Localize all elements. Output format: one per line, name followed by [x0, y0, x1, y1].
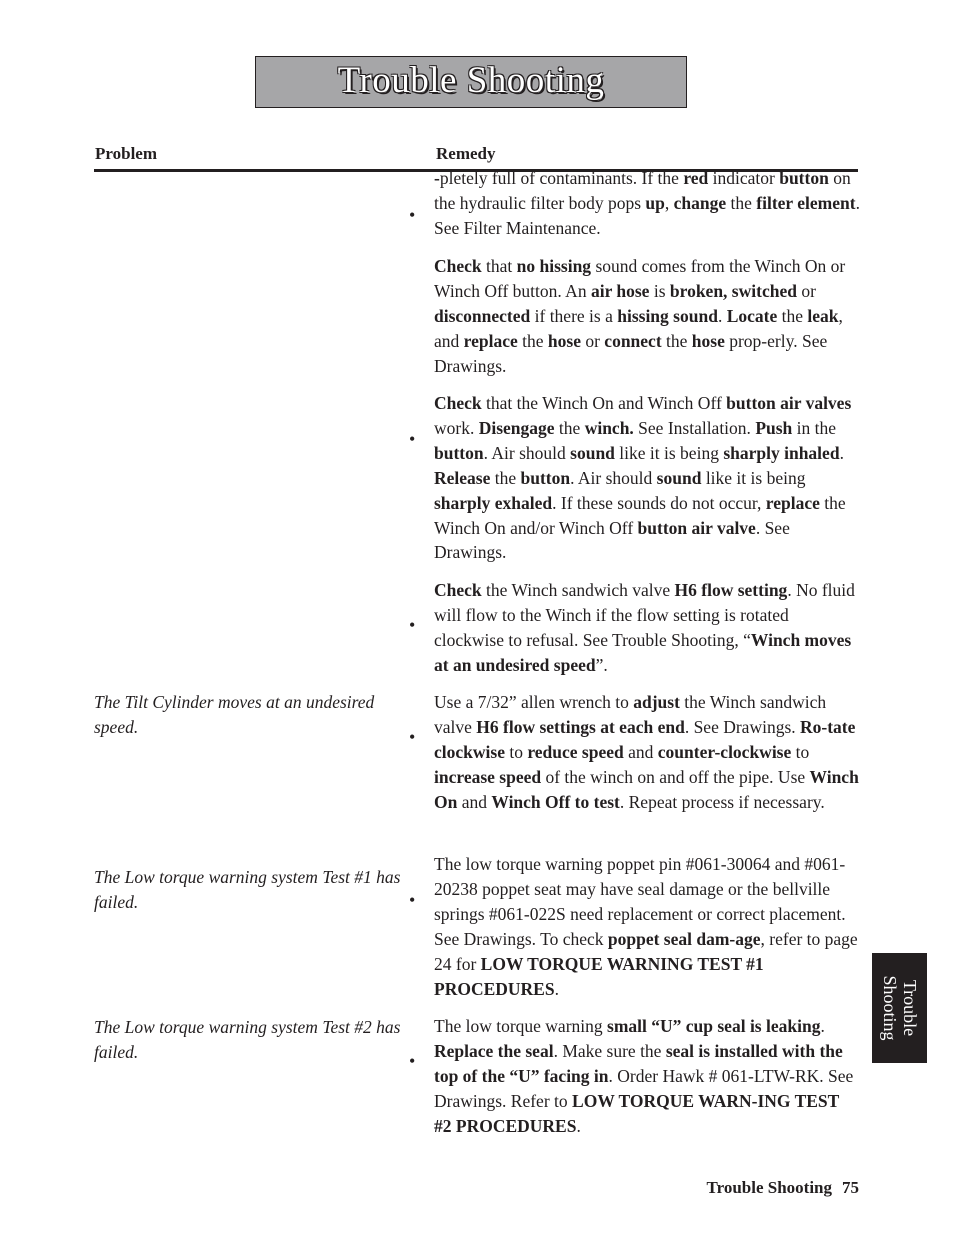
page-title: Trouble Shooting	[337, 60, 605, 101]
remedy-run: .	[717, 305, 727, 326]
remedy-run: . No fluid will flow to the Winch if the flow setting is rotated clockwise to refusal. See Trouble Shooting, “	[434, 580, 855, 650]
remedy-column-header: Remedy	[436, 144, 496, 163]
remedy-emphasis: sharply exhaled	[434, 492, 553, 513]
remedy-run: . Air should	[483, 442, 571, 463]
problem-column-header: Problem	[95, 144, 158, 163]
remedy-run: The low torque warning poppet pin #061-30064 and #061-20238 poppet seat may have seal damage or the bellville springs #061-022S need replacement or correct placement. See Drawings. To check	[434, 854, 846, 949]
remedy-run: . See Drawings.	[684, 716, 800, 737]
remedy-emphasis: Winch On	[434, 766, 859, 812]
remedy-run: if there is a	[530, 305, 618, 326]
remedy-emphasis: disconnected	[434, 305, 531, 326]
remedy-run: . Make sure the	[553, 1040, 666, 1061]
remedy-run: and	[623, 741, 658, 762]
remedy-run: on the hydraulic filter body pops	[434, 172, 851, 213]
remedy-emphasis: connect	[604, 330, 662, 351]
remedy-emphasis: change	[673, 192, 727, 213]
remedy-emphasis: hose	[547, 330, 581, 351]
remedy-emphasis: sound	[656, 467, 702, 488]
remedy-emphasis: increase speed	[434, 766, 542, 787]
remedy-emphasis: sound	[570, 442, 615, 463]
remedy-run: and	[457, 791, 492, 812]
remedy-text	[434, 254, 860, 379]
footer-section-label: Trouble Shooting	[706, 1178, 832, 1197]
remedy-run: or	[580, 330, 605, 351]
remedy-run: the	[517, 330, 548, 351]
remedy-emphasis: air hose	[590, 280, 650, 301]
page-title-box	[255, 56, 687, 108]
remedy-run: , refer to page 24 for	[434, 928, 858, 974]
remedy-text	[434, 1014, 860, 1139]
section-tab[interactable]	[872, 953, 927, 1063]
remedy-emphasis: hose	[691, 330, 725, 351]
remedy-emphasis: no hissing	[516, 256, 592, 276]
bullet-marker: •	[409, 1051, 416, 1071]
remedy-run: the	[726, 192, 757, 213]
remedy-emphasis: adjust	[633, 692, 680, 712]
remedy-run: . Air should	[570, 467, 657, 488]
remedy-emphasis: poppet seal dam-age	[607, 928, 761, 949]
remedy-run: to	[504, 741, 528, 762]
remedy-run: ”.	[595, 654, 608, 675]
remedy-run: . See Drawings.	[434, 517, 790, 563]
remedy-run: indicator	[708, 172, 780, 188]
bullet-marker: •	[409, 429, 416, 449]
remedy-run: . See Filter Maintenance.	[434, 192, 860, 238]
remedy-text	[434, 578, 860, 678]
remedy-emphasis: H6 flow setting	[674, 580, 788, 600]
remedy-run: the	[490, 467, 521, 488]
remedy-run: See Installation.	[633, 417, 756, 438]
remedy-emphasis: H6 flow settings at each end	[476, 716, 685, 737]
page-footer	[707, 1178, 860, 1198]
problem-text: The Low torque warning system Test #1 has failed.	[94, 867, 401, 912]
remedy-run: . If these sounds do not occur,	[552, 492, 766, 513]
remedy-run: The low torque warning	[434, 1016, 608, 1036]
remedy-emphasis: up	[645, 192, 665, 213]
remedy-emphasis: reduce speed	[527, 741, 624, 762]
remedy-emphasis: replace	[463, 330, 518, 351]
remedy-emphasis: counter-clockwise	[657, 741, 792, 762]
remedy-run: Use a 7/32” allen wrench to	[434, 692, 634, 712]
remedy-emphasis: LOW TORQUE WARN-ING TEST #2 PROCEDURES	[434, 1090, 840, 1136]
remedy-emphasis: Check	[434, 256, 482, 276]
remedy-emphasis: button	[779, 172, 829, 188]
remedy-emphasis: broken, switched	[669, 280, 797, 301]
remedy-emphasis: button	[520, 467, 571, 488]
remedy-run: the	[661, 330, 692, 351]
remedy-run: work.	[434, 417, 479, 438]
page-number: 75	[842, 1178, 859, 1197]
remedy-run: in the	[792, 417, 837, 438]
remedy-run: that the Winch On and Winch Off	[481, 393, 727, 413]
remedy-run: like it is being	[614, 442, 724, 463]
bullet-marker: •	[409, 727, 416, 747]
remedy-emphasis: replace	[765, 492, 820, 513]
remedy-run: .	[820, 1016, 825, 1036]
bullet-marker: •	[409, 890, 416, 910]
remedy-run: .	[839, 442, 844, 463]
remedy-run: ,	[664, 192, 674, 213]
remedy-emphasis: Winch moves at an undesired speed	[434, 629, 852, 675]
remedy-emphasis: Release	[434, 467, 491, 488]
remedy-run: the Winch On and/or Winch Off	[434, 492, 846, 538]
remedy-run: . Order Hawk # 061-LTW-RK. See Drawings. Refer to	[434, 1065, 854, 1111]
remedy-emphasis: filter element	[756, 192, 856, 213]
remedy-emphasis: Locate	[726, 305, 778, 326]
remedy-emphasis: Winch Off to test	[491, 791, 620, 812]
remedy-run: . Repeat process if necessary.	[619, 791, 825, 812]
remedy-emphasis: seal is installed with the top of the “U” facing in	[434, 1040, 843, 1086]
remedy-run: .	[554, 978, 559, 999]
remedy-run: , and	[434, 305, 843, 351]
remedy-emphasis: button air valve	[637, 517, 756, 538]
remedy-text	[434, 391, 860, 565]
bullet-marker: •	[409, 615, 416, 635]
remedy-run: is	[649, 280, 670, 301]
remedy-run: or	[796, 280, 816, 301]
remedy-emphasis: red	[683, 172, 709, 188]
troubleshooting-table	[0, 172, 954, 1172]
remedy-emphasis: Disengage	[478, 417, 555, 438]
remedy-run: that	[481, 256, 517, 276]
remedy-text	[434, 172, 860, 241]
remedy-emphasis: sharply inhaled	[723, 442, 840, 463]
remedy-emphasis: Check	[434, 393, 482, 413]
problem-text: The Low torque warning system Test #2 has failed.	[94, 1017, 401, 1062]
remedy-emphasis: button	[434, 442, 484, 463]
remedy-emphasis: -	[434, 172, 440, 188]
remedy-emphasis: Push	[755, 417, 793, 438]
remedy-emphasis: Check	[434, 580, 482, 600]
remedy-run: sound comes from the Winch On or Winch Off button. An	[434, 256, 846, 301]
remedy-emphasis: button air valves	[726, 393, 852, 413]
remedy-emphasis: Ro-tate clockwise	[434, 716, 856, 762]
remedy-run: prop-erly. See Drawings.	[434, 330, 828, 376]
remedy-run: .	[576, 1115, 581, 1136]
remedy-emphasis: LOW TORQUE WARNING TEST #1 PROCEDURES	[434, 953, 764, 999]
bullet-marker: •	[409, 205, 416, 225]
remedy-run: the Winch sandwich valve	[434, 692, 827, 737]
remedy-emphasis: Replace the seal	[434, 1040, 554, 1061]
remedy-text	[434, 690, 860, 815]
remedy-text	[434, 852, 860, 1001]
section-tab-label: Trouble Shooting	[879, 975, 920, 1041]
remedy-run: the	[777, 305, 808, 326]
remedy-run: the Winch sandwich valve	[481, 580, 675, 600]
remedy-run: the	[554, 417, 585, 438]
remedy-run: to	[791, 741, 810, 762]
remedy-emphasis: hissing sound	[617, 305, 718, 326]
remedy-run: of the winch on and off the pipe. Use	[541, 766, 810, 787]
remedy-run: like it is being	[701, 467, 806, 488]
remedy-run: pletely full of contaminants. If the	[439, 172, 684, 188]
remedy-emphasis: leak	[807, 305, 839, 326]
remedy-emphasis: winch.	[584, 417, 634, 438]
problem-text: The Tilt Cylinder moves at an undesired speed.	[94, 692, 375, 737]
remedy-emphasis: small “U” cup seal is leaking	[607, 1016, 821, 1036]
